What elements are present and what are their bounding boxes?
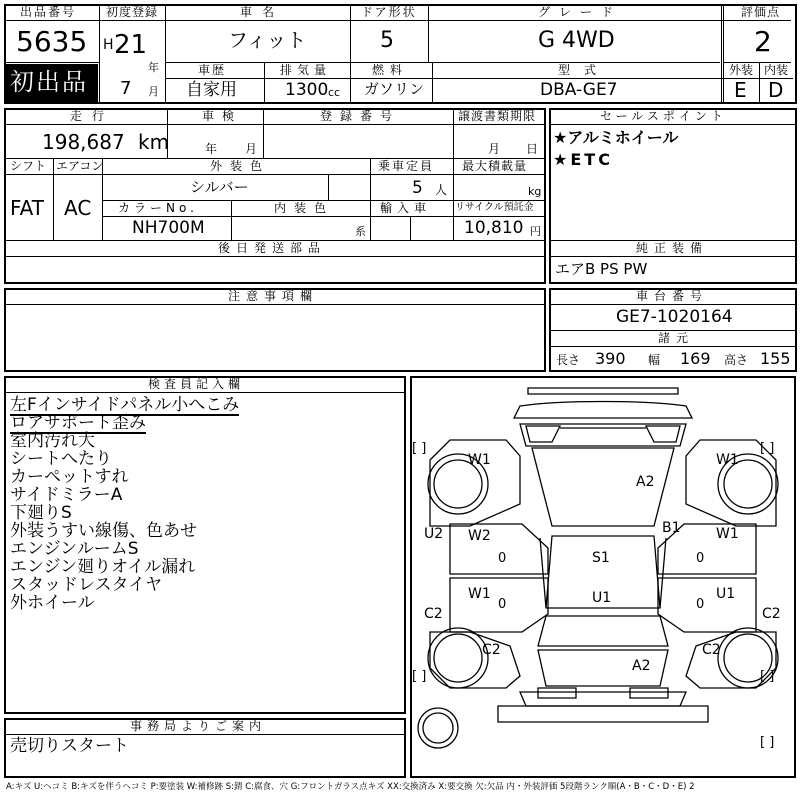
year-unit: 年 [148, 61, 159, 74]
inspector-note: 左Fインサイドパネル小へこみ [10, 395, 240, 415]
capacity-value: 5 [412, 178, 423, 198]
office-notes-value: 売切りスタート [10, 736, 129, 756]
person-unit: 人 [435, 183, 448, 197]
reg-no-label: 登録番号 [320, 109, 401, 123]
score-label: 評価点 [741, 5, 781, 19]
damage-mark: A2 [632, 658, 651, 674]
kg-unit: kg [528, 185, 542, 198]
ext-color-value: シルバー [190, 178, 249, 196]
grade-label: グレード [538, 5, 623, 19]
first-listing-label: 初出品 [10, 68, 88, 96]
history-label: 車歴 [198, 63, 227, 77]
model-code-value: DBA-GE7 [540, 80, 618, 100]
transfer-period-label: 譲渡書類期限 [458, 109, 537, 123]
specs-label: 諸元 [658, 331, 695, 345]
damage-mark: C2 [702, 642, 721, 658]
sales-point-item: ★ETC [553, 150, 613, 169]
color-no-value: NH700M [132, 218, 205, 238]
damage-mark: A2 [636, 474, 655, 490]
damage-mark: U1 [716, 586, 736, 602]
history-value: 自家用 [186, 80, 237, 100]
cautions-label: 注意事項欄 [228, 289, 319, 303]
inspector-note: スタッドレスタイヤ [10, 575, 163, 595]
inspector-note: シートへたり [10, 449, 112, 469]
mileage-label: 走行 [70, 109, 115, 123]
width-value: 169 [680, 349, 711, 368]
max-load-label: 最大積載量 [462, 159, 528, 173]
model-code-label: 型式 [558, 63, 611, 77]
damage-mark: U1 [592, 590, 612, 606]
length-value: 390 [595, 349, 626, 368]
lot-no-value: 5635 [16, 25, 88, 58]
inspector-note: エンジン廻りオイル漏れ [10, 557, 196, 577]
car-name-label: 車名 [240, 5, 285, 19]
capacity-label: 乗車定員 [378, 159, 435, 173]
later-parts-label: 後日発送部品 [218, 241, 327, 255]
inspector-note: 室内汚れ大 [10, 431, 95, 451]
reg-month: 7 [120, 78, 132, 99]
cc-unit: cc [328, 86, 341, 99]
interior-grade: D [768, 78, 784, 102]
bracket-mark: [ ] [760, 441, 775, 456]
exterior-label: 外装 [729, 63, 754, 77]
color-no-label: カラーNo. [118, 201, 198, 215]
ext-color-label: 外装色 [210, 159, 271, 173]
displacement-value: 1300 [285, 80, 329, 100]
damage-mark: U2 [424, 526, 444, 542]
genuine-equipment-value: エアB PS PW [555, 260, 648, 278]
bracket-mark: [ ] [412, 441, 427, 456]
bracket-mark: [ ] [760, 669, 775, 684]
system-unit: 系 [355, 225, 366, 238]
zero-mark: 0 [498, 551, 507, 566]
inspector-note: 下廻りS [10, 503, 72, 523]
transfer-day-unit: 日 [526, 142, 539, 156]
doors-value: 5 [380, 28, 394, 53]
fuel-label: 燃料 [372, 63, 409, 77]
mileage-value: 198,687 [42, 130, 125, 154]
exterior-grade: E [734, 78, 747, 102]
damage-mark: C2 [482, 642, 501, 658]
length-label: 長さ [556, 353, 581, 367]
inspector-note: エンジンルームS [10, 539, 139, 559]
zero-mark: 0 [498, 597, 507, 612]
lot-no-label: 出品番号 [20, 5, 77, 19]
int-color-label: 内装色 [274, 201, 335, 215]
sales-points-label: セールスポイント [600, 109, 727, 123]
score-value: 2 [754, 25, 772, 58]
inspection-month-unit: 月 [245, 142, 258, 156]
import-label: 輸入車 [380, 201, 432, 215]
damage-mark: W1 [716, 452, 739, 468]
height-label: 高さ [724, 353, 749, 367]
aircon-label: エアコン [56, 159, 104, 173]
shift-label: シフト [10, 159, 47, 173]
km-unit: km [138, 130, 170, 154]
yen-unit: 円 [530, 225, 541, 238]
first-reg-label: 初度登録 [106, 5, 159, 19]
inspector-note: 外装うすい線傷、色あせ [10, 521, 197, 541]
damage-mark: W1 [468, 586, 491, 602]
car-name-value: フィット [228, 28, 307, 52]
fuel-value: ガソリン [364, 80, 425, 98]
recycle-label: リサイクル預託金 [455, 202, 534, 213]
shift-value: FAT [10, 196, 45, 220]
transfer-month-unit: 月 [488, 142, 501, 156]
inspector-note: 外ホイール [10, 593, 95, 613]
width-label: 幅 [648, 353, 661, 367]
bracket-mark: [ ] [412, 669, 427, 684]
displacement-label: 排気量 [280, 63, 332, 77]
sales-point-item: ★アルミホイール [553, 128, 679, 147]
damage-mark: W1 [716, 526, 739, 542]
damage-mark: S1 [592, 550, 610, 566]
damage-mark: C2 [424, 606, 443, 622]
chassis-no-value: GE7-1020164 [616, 307, 733, 327]
reg-year: 21 [114, 30, 148, 60]
inspection-label: 車検 [202, 109, 243, 123]
bracket-mark: [ ] [760, 735, 775, 750]
zero-mark: 0 [696, 551, 705, 566]
interior-label: 内装 [764, 63, 789, 77]
aircon-value: AC [64, 196, 92, 220]
damage-diagram [410, 376, 796, 778]
grade-value: G 4WD [538, 28, 615, 53]
damage-mark: B1 [662, 520, 681, 536]
zero-mark: 0 [696, 597, 705, 612]
damage-mark: W2 [468, 528, 491, 544]
genuine-equipment-label: 純正装備 [636, 241, 709, 255]
door-type-label: ドア形状 [361, 5, 417, 19]
reg-era: H [103, 37, 114, 53]
recycle-value: 10,810 [464, 218, 524, 238]
office-notes-label: 事務局よりご案内 [130, 719, 267, 733]
damage-mark: W1 [468, 452, 491, 468]
chassis-no-label: 車台番号 [636, 289, 709, 303]
inspection-year-unit: 年 [205, 142, 218, 156]
inspector-notes-label: 検査員記入欄 [148, 377, 245, 391]
inspector-note: サイドミラーA [10, 485, 123, 505]
legend-text: A:キズ U:ヘコミ B:キズを伴うヘコミ P:要塗装 W:補修跡 S:錆 C:腐食、穴 G:フロントガラス点キズ XX:交換済み X:要交換 欠:欠品 内・外装評価 5段階ランク順(A・B・C・D・E) 2 [6, 782, 695, 792]
inspector-note: ロアサポート歪み [10, 413, 146, 433]
month-unit: 月 [148, 85, 159, 98]
damage-mark: C2 [762, 606, 781, 622]
height-value: 155 [760, 349, 791, 368]
inspector-note: カーペットすれ [10, 467, 129, 487]
